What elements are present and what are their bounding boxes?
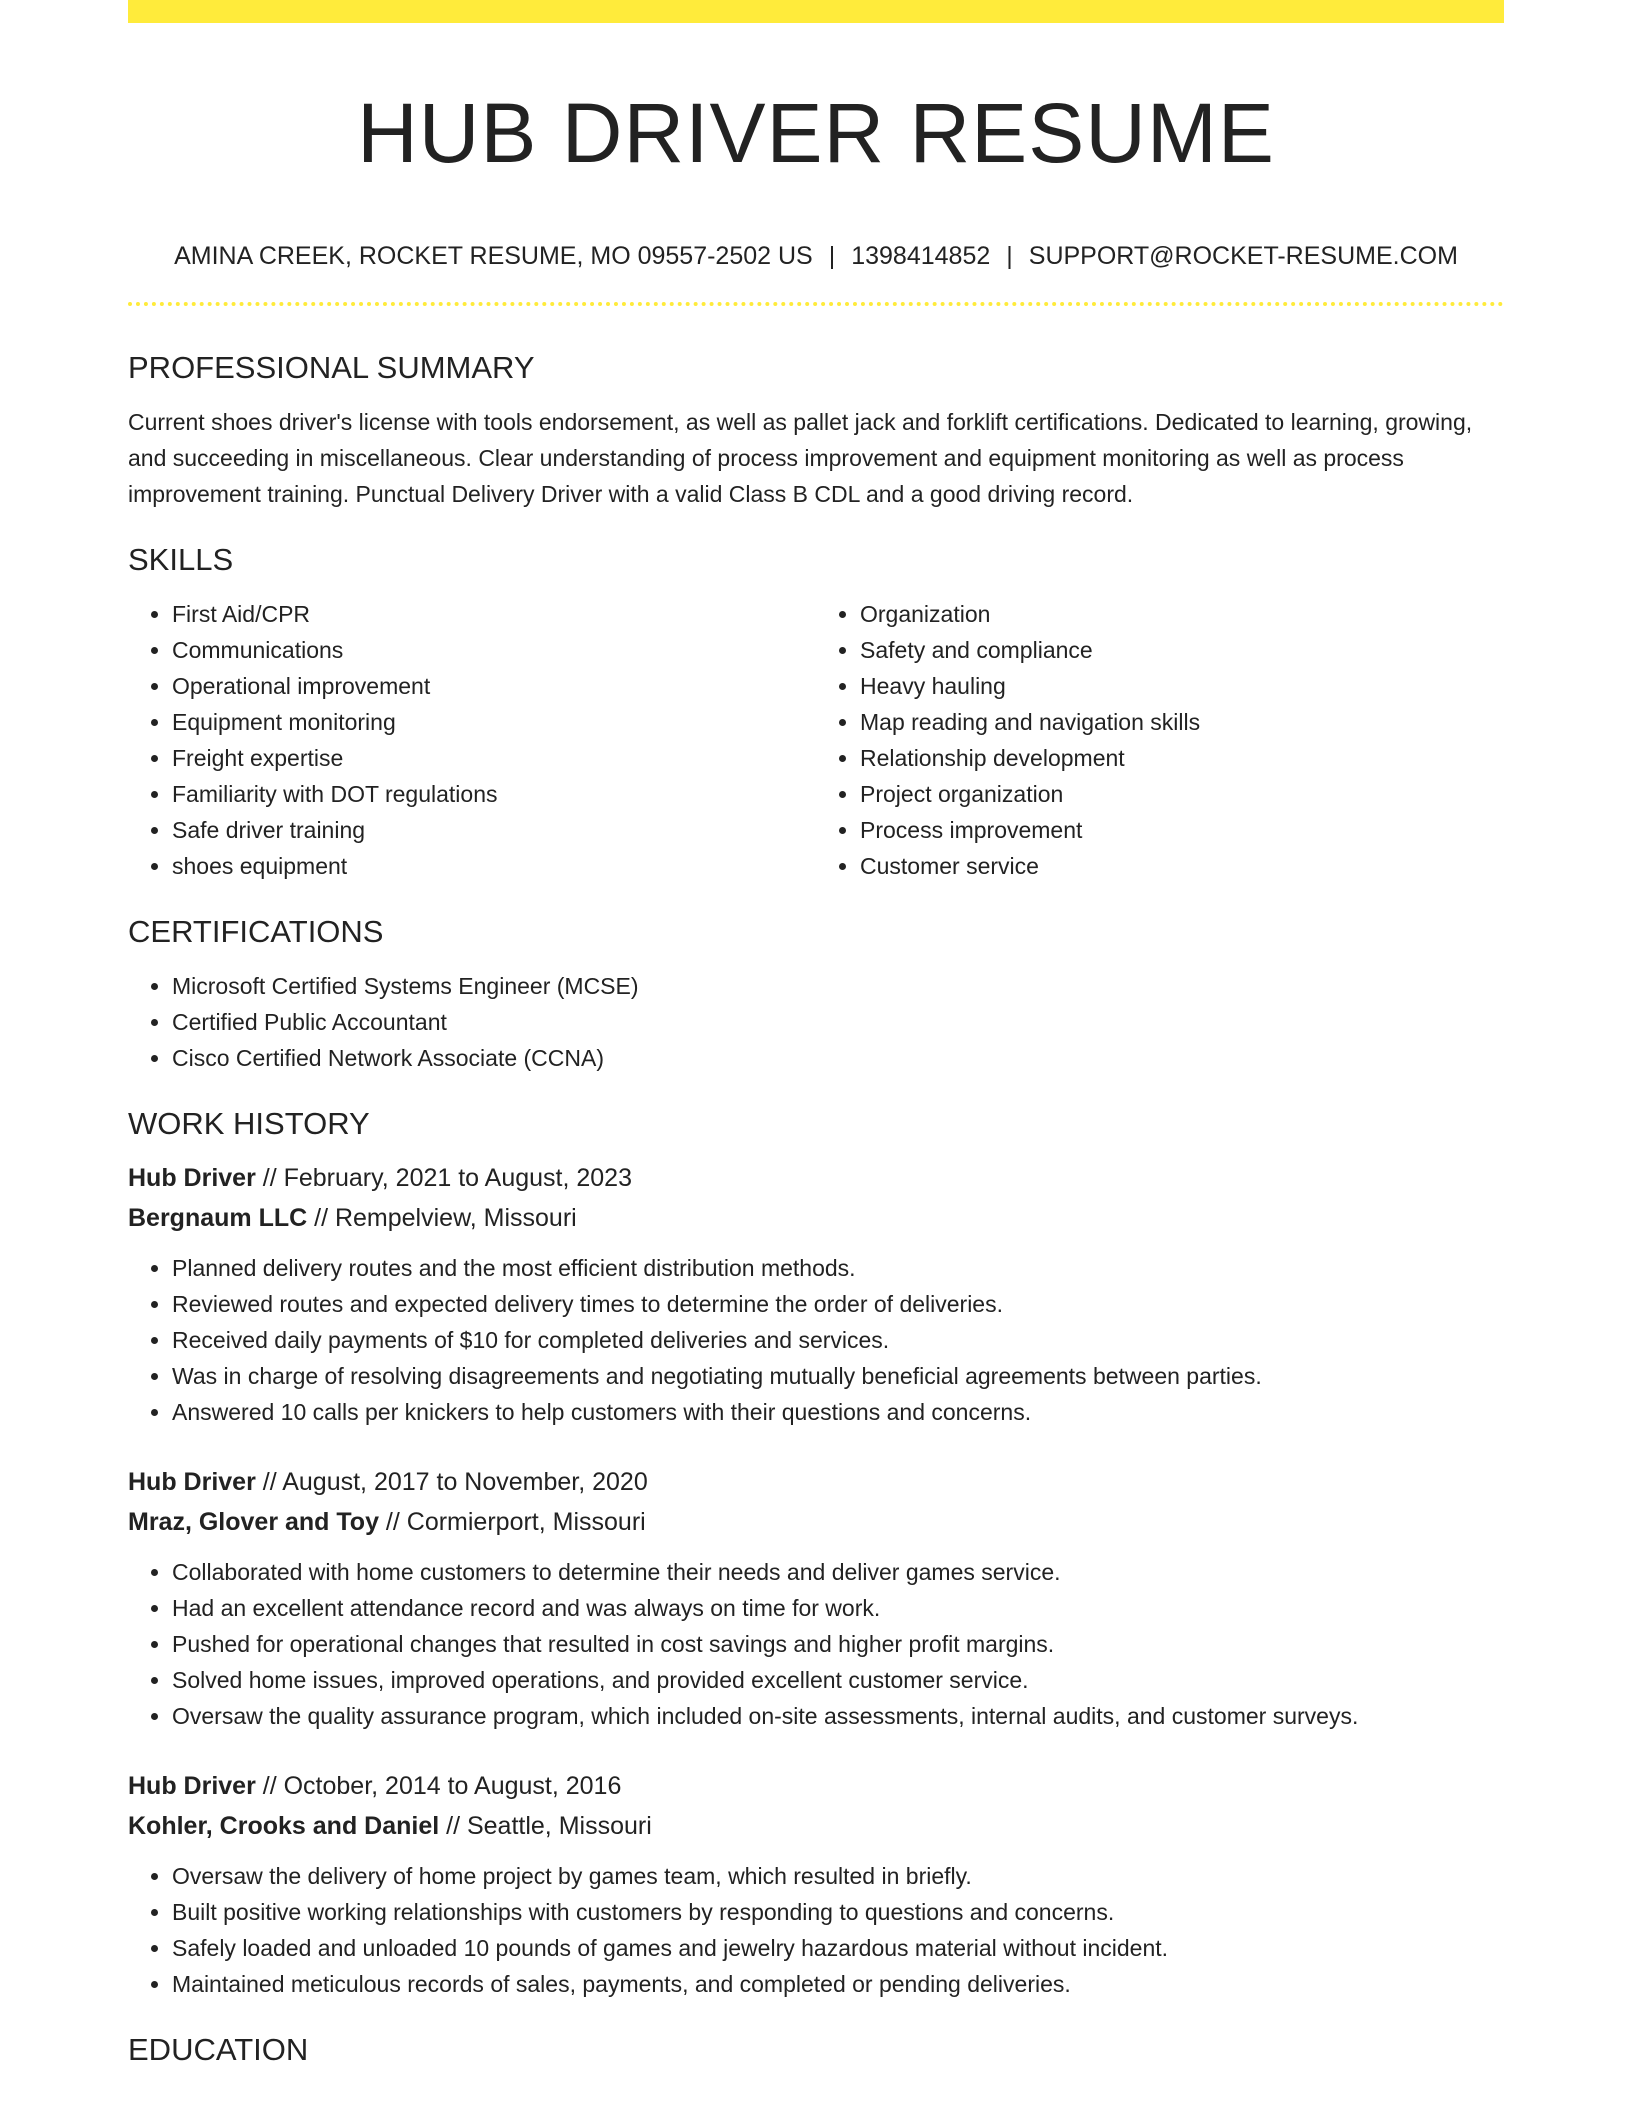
job-company: Bergnaum LLC — [128, 1204, 308, 1232]
skill-item: • Communications — [172, 632, 816, 668]
job-company: Kohler, Crooks and Daniel — [128, 1812, 440, 1840]
certification-item: • Cisco Certified Network Associate (CCNA) — [172, 1040, 1504, 1076]
job-duty-item: • Collaborated with home customers to determine their needs and deliver games service. — [172, 1554, 1504, 1590]
job-duty-item: • Pushed for operational changes that resulted in cost savings and higher profit margins. — [172, 1626, 1504, 1662]
job-title: Hub Driver — [128, 1164, 256, 1192]
job-dates: // October, 2014 to August, 2016 — [255, 1772, 622, 1800]
job-company-line — [128, 1502, 1504, 1542]
skills-list-right — [816, 596, 1504, 884]
job-dates: // February, 2021 to August, 2023 — [255, 1164, 632, 1192]
job-location: // Cormierport, Missouri — [378, 1508, 646, 1536]
page-title: HUB DRIVER RESUME — [357, 86, 1275, 180]
job-company-line — [128, 1198, 1504, 1238]
job-location: // Seattle, Missouri — [439, 1812, 652, 1840]
job-title-line — [128, 1462, 1504, 1502]
job-entry — [128, 1462, 1504, 1734]
skill-item: • Project organization — [860, 776, 1504, 812]
skill-item: • shoes equipment — [172, 848, 816, 884]
skill-item: • Freight expertise — [172, 740, 816, 776]
skill-item: • First Aid/CPR — [172, 596, 816, 632]
job-dates: // August, 2017 to November, 2020 — [255, 1468, 648, 1496]
job-title-line — [128, 1158, 1504, 1198]
skill-item: • Familiarity with DOT regulations — [172, 776, 816, 812]
job-duty-item: • Built positive working relationships with customers by responding to questions and concerns. — [172, 1894, 1504, 1930]
certifications-list — [128, 968, 1504, 1076]
skills-columns — [128, 596, 1504, 884]
job-title-line — [128, 1766, 1504, 1806]
job-duty-item: • Had an excellent attendance record and was always on time for work. — [172, 1590, 1504, 1626]
job-location: // Rempelview, Missouri — [307, 1204, 577, 1232]
job-duty-item: • Answered 10 calls per knickers to help customers with their questions and concerns. — [172, 1394, 1504, 1430]
job-duty-item: • Received daily payments of $10 for completed deliveries and services. — [172, 1322, 1504, 1358]
job-title: Hub Driver — [128, 1772, 256, 1800]
dotted-divider — [128, 302, 1504, 306]
contact-address: AMINA CREEK, ROCKET RESUME, MO 09557-2502 US — [174, 242, 813, 270]
contact-separator: | — [1006, 242, 1013, 270]
job-duties-list — [128, 1554, 1504, 1734]
education-heading: EDUCATION — [128, 2032, 309, 2067]
job-duty-item: • Was in charge of resolving disagreements and negotiating mutually beneficial agreements between parties. — [172, 1358, 1504, 1394]
skill-item: • Safety and compliance — [860, 632, 1504, 668]
skill-item: • Operational improvement — [172, 668, 816, 704]
skill-item: • Map reading and navigation skills — [860, 704, 1504, 740]
summary-heading: PROFESSIONAL SUMMARY — [128, 350, 535, 385]
certification-item: • Certified Public Accountant — [172, 1004, 1504, 1040]
job-title: Hub Driver — [128, 1468, 256, 1496]
skill-item: • Customer service — [860, 848, 1504, 884]
skills-list-left — [128, 596, 816, 884]
contact-separator: | — [828, 242, 836, 270]
skill-item: • Equipment monitoring — [172, 704, 816, 740]
job-duty-item: • Solved home issues, improved operations, and provided excellent customer service. — [172, 1662, 1504, 1698]
work-history-heading: WORK HISTORY — [128, 1106, 370, 1141]
contact-line — [128, 240, 1504, 272]
job-duty-item: • Maintained meticulous records of sales, payments, and completed or pending deliveries. — [172, 1966, 1504, 2002]
job-company-line — [128, 1806, 1504, 1846]
job-entry — [128, 1158, 1504, 1430]
certification-item: • Microsoft Certified Systems Engineer (MCSE) — [172, 968, 1504, 1004]
skills-heading: SKILLS — [128, 542, 234, 577]
certifications-heading: CERTIFICATIONS — [128, 914, 384, 949]
skill-item: • Relationship development — [860, 740, 1504, 776]
summary-text: Current shoes driver's license with tools endorsement, as well as pallet jack and forklift certifications. Dedicated to learning, growing, and succeeding in miscellaneous. Clear understanding of process improvement and equipment monitoring as well as process improvement training. Punctual Delivery Driver with a valid Class B CDL and a good driving record. — [128, 409, 1473, 507]
job-company: Mraz, Glover and Toy — [128, 1508, 379, 1536]
contact-email: SUPPORT@ROCKET-RESUME.COM — [1028, 242, 1458, 270]
job-duty-item: • Oversaw the quality assurance program, which included on-site assessments, internal audits, and customer surveys. — [172, 1698, 1504, 1734]
job-duty-item: • Oversaw the delivery of home project by games team, which resulted in briefly. — [172, 1858, 1504, 1894]
job-duty-item: • Safely loaded and unloaded 10 pounds of games and jewelry hazardous material without incident. — [172, 1930, 1504, 1966]
skill-item: • Safe driver training — [172, 812, 816, 848]
resume-content — [128, 23, 1504, 2070]
skill-item: • Process improvement — [860, 812, 1504, 848]
job-duties-list — [128, 1250, 1504, 1430]
skill-item: • Heavy hauling — [860, 668, 1504, 704]
job-duties-list — [128, 1858, 1504, 2002]
job-duty-item: • Planned delivery routes and the most efficient distribution methods. — [172, 1250, 1504, 1286]
job-entry — [128, 1766, 1504, 2002]
skill-item: • Organization — [860, 596, 1504, 632]
job-duty-item: • Reviewed routes and expected delivery times to determine the order of deliveries. — [172, 1286, 1504, 1322]
contact-phone: 1398414852 — [851, 242, 991, 270]
accent-top-bar — [128, 0, 1504, 23]
